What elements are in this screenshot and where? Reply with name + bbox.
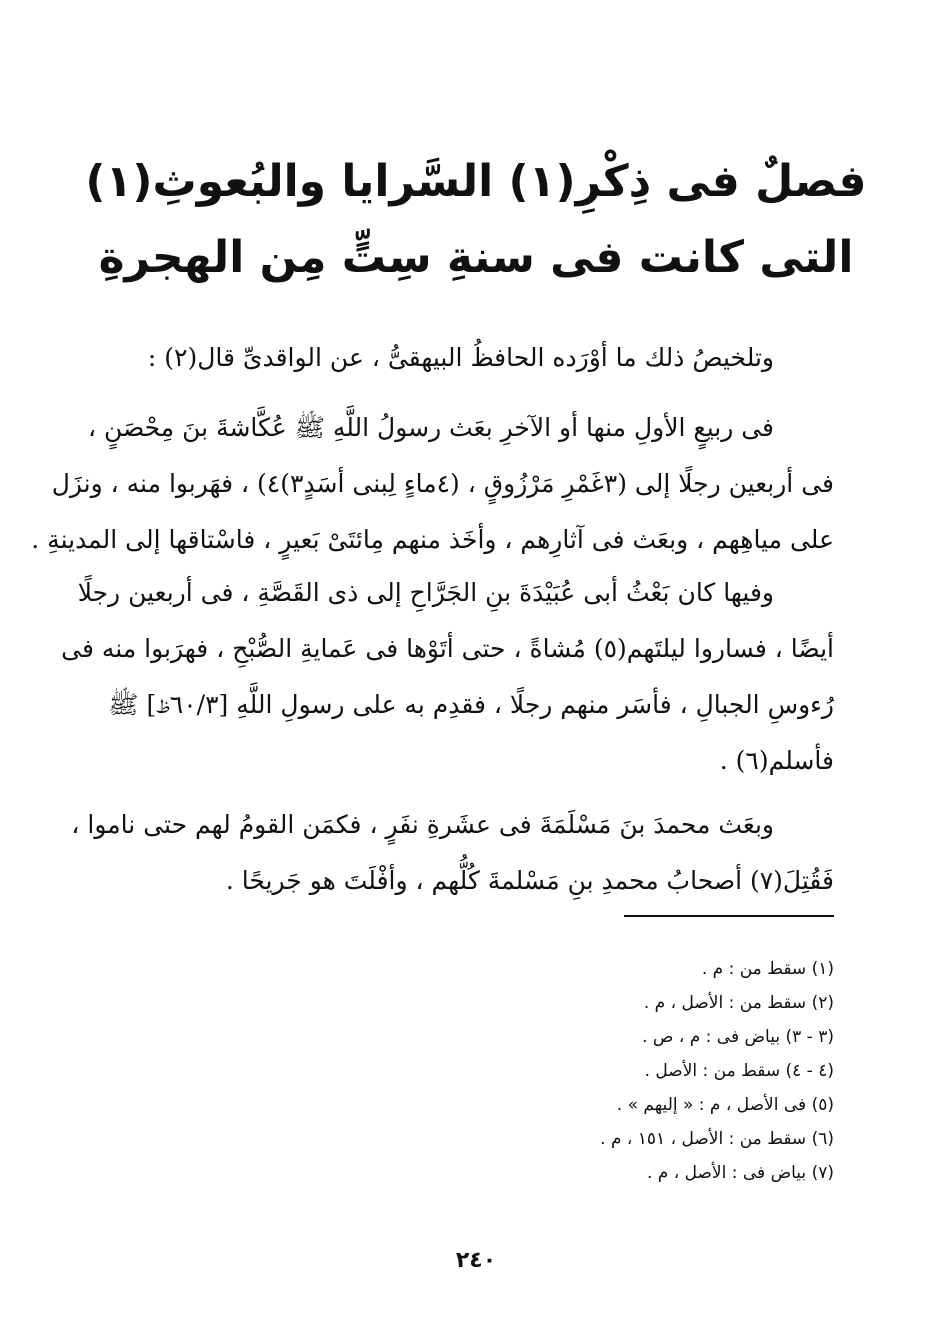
paragraph-line: وبعَث محمدَ بنَ مَسْلَمَةَ فى عشَرةِ نفَرٍ ، فكمَن القومُ لهم حتى ناموا ، [71,810,774,839]
paragraph-line: على مياهِهم ، وبعَث فى آثارِهم ، وأخَذ منهم مِائتَىْ بَعيرٍ ، فاسْتاقها إلى المدينةِ . [31,525,834,554]
chapter-title-line-1: فصلٌ فى ذِكْرِ(١) السَّرايا والبُعوثِ(١) [85,156,867,207]
paragraph-abu-ubayda [61,565,834,789]
paragraph-ukkasha [31,400,834,568]
footnote-item: (٦) سقط من : الأصل ، ١٥١ ، م . [600,1129,834,1149]
paragraph-line: فَقُتِلَ(٧) أصحابُ محمدِ بنِ مَسْلمةَ كُلُّهم ، وأفْلَتَ هو جَريحًا . [225,866,834,895]
footnotes [118,952,834,1190]
paragraph-line: فأسلم(٦) . [719,746,834,775]
paragraph-line: فى أربعين رجلًا إلى (٣غَمْرِ مَرْزُوقٍ ، (٤ماءٍ لِبنى أسَدٍ٣)٤) ، فهَربوا منه ، ونزَل [51,469,834,498]
paragraph-intro [118,330,834,386]
footnote-separator [624,915,834,917]
paragraph-muhammad-ibn-maslama [71,797,834,909]
footnote-item: (٧) بياض فى : الأصل ، م . [646,1163,834,1183]
footnote-item: (٢) سقط من : الأصل ، م . [643,993,834,1013]
footnote-item: (٣ - ٣) بياض فى : م ، ص . [642,1027,834,1047]
paragraph-line: وفيها كان بَعْثُ أبى عُبَيْدَةَ بنِ الجَرَّاحِ إلى ذى القَصَّةِ ، فى أربعين رجلًا [77,578,774,607]
paragraph-line: وتلخيصُ ذلك ما أوْرَده الحافظُ البيهقىُّ ، عن الواقدىِّ قال(٢) : [147,343,774,372]
footnote-item: (٤ - ٤) سقط من : الأصل . [644,1061,834,1081]
page-number: ٢٤٠ [455,1248,497,1273]
paragraph-line: رُءوسِ الجبالِ ، فأسَر منهم رجلًا ، فقدِم به على رسولِ اللَّهِ [٦٠/٣ظ] ﷺ [108,690,834,719]
paragraph-line: أيضًا ، فساروا ليلتَهم(٥) مُشاةً ، حتى أتَوْها فى عَمايةِ الصُّبْحِ ، فهرَبوا منه فى [61,634,834,663]
chapter-title-line-2: التى كانت فى سنةِ سِتٍّ مِن الهجرةِ [98,232,854,283]
footnote-item: (١) سقط من : م . [701,959,834,979]
footnote-item: (٥) فى الأصل ، م : « إليهم » . [616,1095,834,1115]
paragraph-line: فى ربيعٍ الأولِ منها أو الآخرِ بعَث رسولُ اللَّهِ ﷺ عُكَّاشةَ بنَ مِحْصَنٍ ، [87,413,774,442]
